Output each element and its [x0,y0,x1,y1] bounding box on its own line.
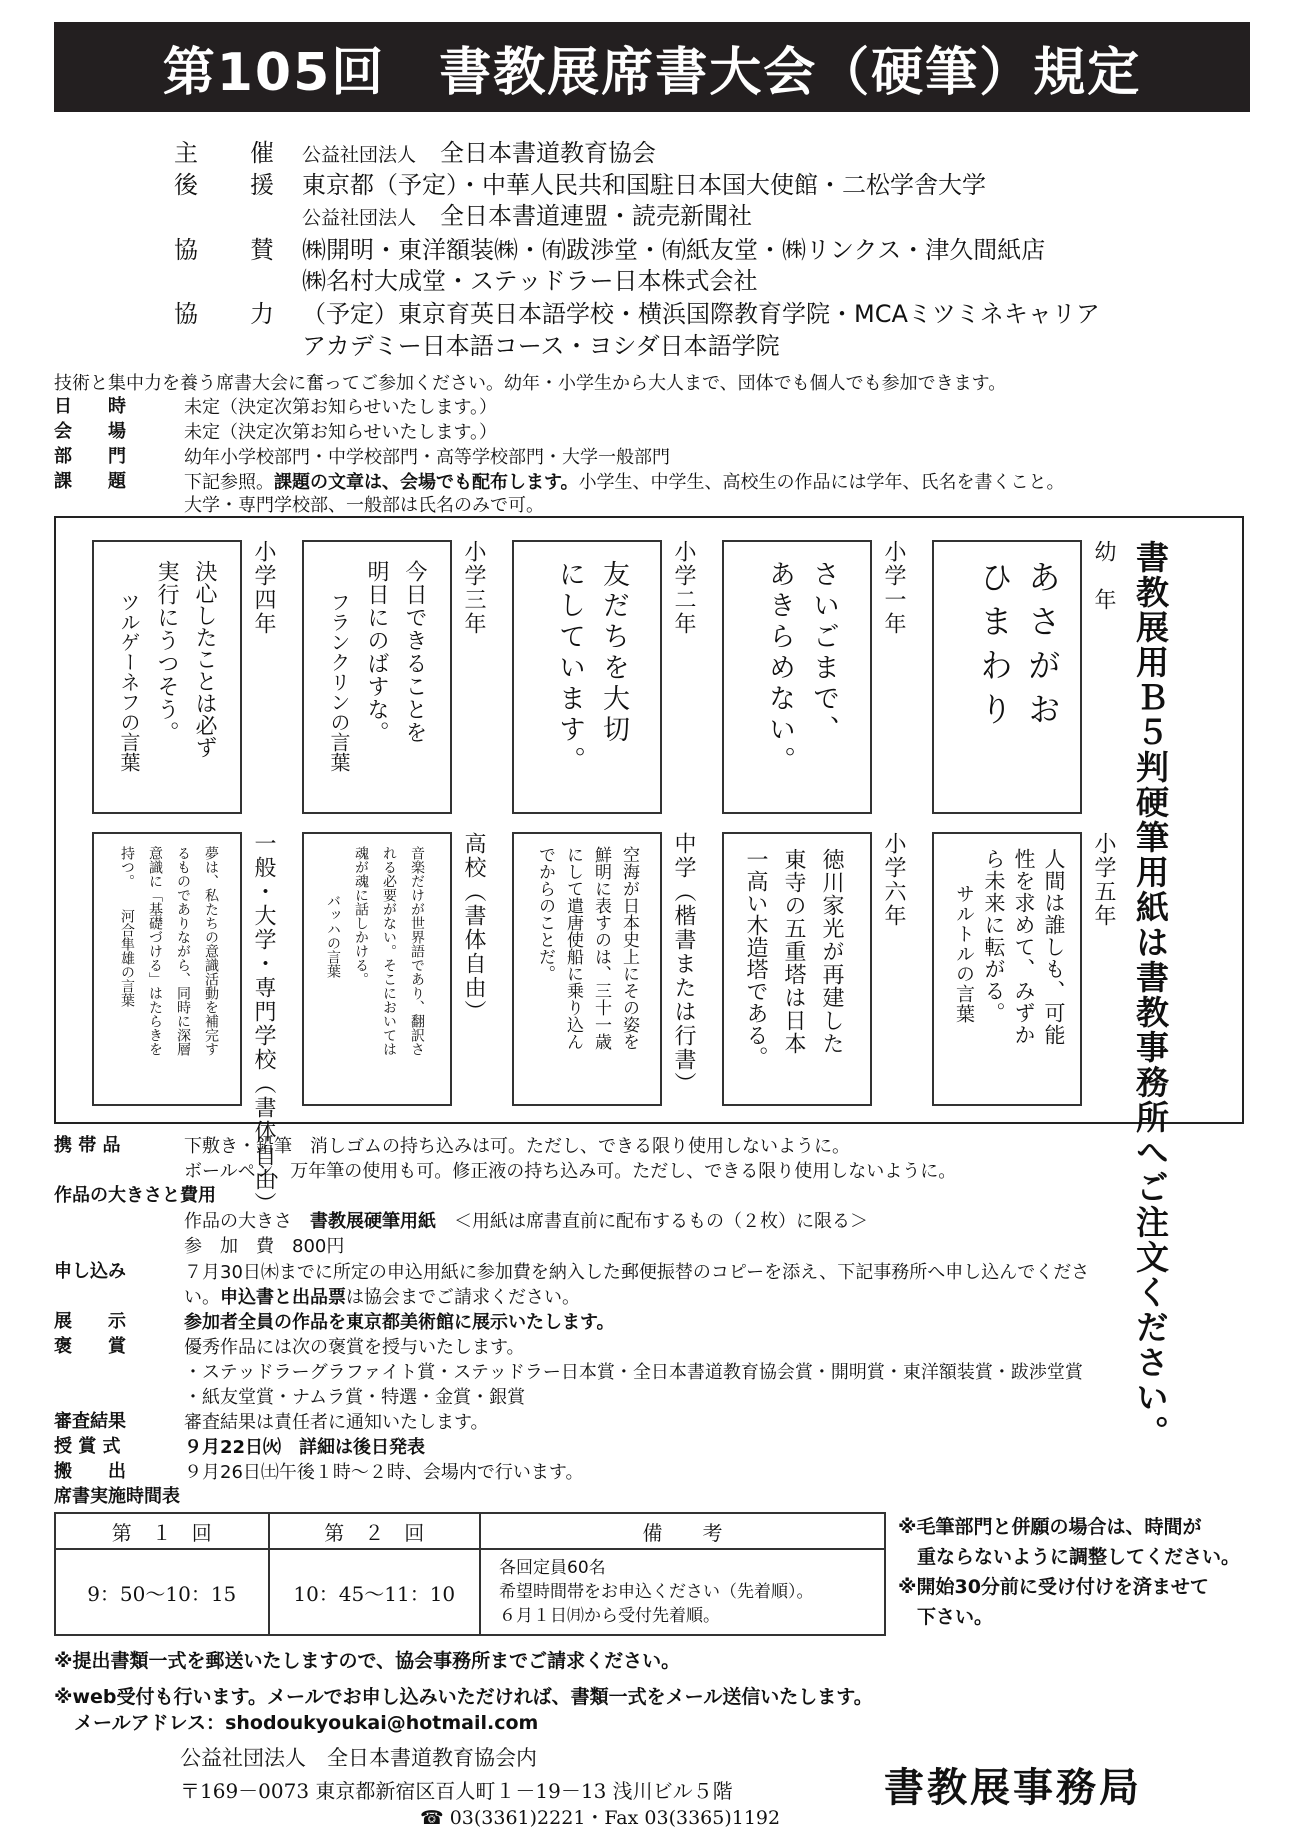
side-note: ※開始30分前に受け付けを済ませて [898,1576,1209,1598]
result-label: 審査結果 [54,1411,126,1432]
sponsor-line-2: ㈱名村大成堂・ステッドラー日本株式会社 [302,267,758,295]
task-line: にして遣唐使船に乗り込ん [563,846,583,1050]
ceremony-value: ９月22日㈫ 詳細は後日発表 [184,1437,426,1458]
task-line: 徳川家光が再建した [819,848,844,1055]
award-line-2: ・ステッドラーグラファイト賞・ステッドラー日本賞・全日本書道教育協会賞・開明賞・東洋額装賞・跋渉堂賞 [184,1362,1083,1383]
result-value: 審査結果は責任者に通知いたします。 [184,1412,489,1433]
support-line-1: 東京都（予定）・中華人民共和国駐日本国大使館・二松学舎大学 [302,171,986,199]
table-cell-remarks: 各回定員60名 希望時間帯をお申込ください（先着順）。 ６月１日㈪から受付先着順。 [480,1549,885,1635]
award-line-3: ・紙友堂賞・ナムラ賞・特選・金賞・銀賞 [184,1387,526,1408]
support-line-2: 公益社団法人 全日本書道連盟・読売新聞社 [302,202,753,230]
intro-text: 技術と集中力を養う席書大会に奮ってご参加ください。幼年・小学生から大人まで、団体でも個人でも参加できます。 [54,373,1007,394]
task-box-general [92,832,242,1106]
task-line: 今日できることを [402,560,427,744]
task-line: 決心したことは必ず [192,560,217,758]
date-value: 未定（決定次第お知らせいたします。） [184,397,498,418]
venue-value: 未定（決定次第お知らせいたします。） [184,422,498,443]
task-line: 空海が日本史上にその姿を [619,846,639,1050]
grade-1: 小学一年 [881,540,906,636]
award-label: 褒 賞 [54,1336,126,1357]
task-author: フランクリンの言葉 [327,592,351,772]
table-cell: 9：50～10：15 [55,1549,269,1635]
task-author: バッハの言葉 [325,894,341,978]
task-line: でからのことだ。 [535,846,555,982]
grade-3: 小学三年 [461,540,486,636]
theme-value-1: 下記参照。課題の文章は、会場でも配布します。小学生、中学生、高校生の作品には学年、氏名を書くこと。 [184,472,1065,493]
carry-line-1: 下敷き・鉛筆 消しゴムの持ち込みは可。ただし、できる限り使用しないように。 [184,1136,850,1157]
sponsor-label: 協 賛 [174,236,288,264]
task-line: 意識に「基礎づける」はたらきを [147,846,163,1056]
fee-line: 参 加 費 800円 [184,1236,345,1257]
theme-value-2: 大学・専門学校部、一般部は氏名のみで可。 [184,495,544,516]
grade-kindergarten: 幼 年 [1091,540,1116,612]
task-box-grade-2 [512,540,662,814]
ceremony-label: 授 賞 式 [54,1436,121,1457]
task-box-kindergarten [932,540,1082,814]
exhibit-label: 展 示 [54,1311,126,1332]
task-box-grade-6 [722,832,872,1106]
table-row [55,1513,885,1549]
task-line: さいごまで、 [808,560,839,746]
table-header: 第 ２ 回 [269,1513,481,1549]
table-cell: 10：45～11：10 [269,1549,481,1635]
grade-6: 小学六年 [881,832,906,928]
contact-phone: ☎ 03(3361)2221・Fax 03(3365)1192 [420,1807,781,1829]
grade-high-school: 高校（書体自由） [461,832,486,1024]
task-line: 一高い木造塔である。 [743,848,768,1068]
coop-label: 協 力 [174,300,288,328]
contact-address: 〒169－0073 東京都新宿区百人町１－19－13 浅川ビル５階 [180,1779,733,1803]
task-line: 人間は誰しも、可能 [1042,848,1066,1046]
paper-order-notice: 書教展用Ｂ５判硬筆用紙は書教事務所へご注文ください。 [1131,540,1170,1450]
task-box-junior-high [512,832,662,1106]
email-link[interactable]: shodoukyoukai@hotmail.com [225,1712,539,1734]
schedule-table [54,1512,886,1636]
task-line: 友だちを大切 [598,560,629,746]
task-line: 実行にうつそう。 [154,560,179,744]
footer-note-2: ※web受付も行います。メールでお申し込みいただければ、書類一式をメール送信いたします。 [54,1686,873,1708]
office-name: 書教展事務局 [884,1764,1142,1811]
footer-note-1: ※提出書類一式を郵送いたしますので、協会事務所までご請求ください。 [54,1650,681,1672]
sponsor-line-1: ㈱開明・東洋額装㈱・㈲跋渉堂・㈲紙友堂・㈱リンクス・津久間紙店 [302,236,1046,264]
dept-value: 幼年小学校部門・中学校部門・高等学校部門・大学一般部門 [184,447,670,468]
carryout-value: ９月26日㈯午後１時～２時、会場内で行います。 [184,1462,584,1483]
grade-general: 一般・大学・専門学校（書体自由） [251,832,276,1216]
task-line: にしています。 [554,560,585,777]
apply-line-2: い。申込書と出品票は協会までご請求ください。 [184,1287,580,1308]
task-line: 明日にのばすな。 [364,560,389,744]
grade-junior-high: 中学（楷書または行書） [671,832,696,1096]
schedule-label: 席書実施時間表 [54,1486,180,1507]
task-author: ツルゲーネフの言葉 [117,592,141,772]
task-line: 東寺の五重塔は日本 [781,848,806,1055]
grade-4: 小学四年 [251,540,276,636]
grade-5: 小学五年 [1091,832,1116,928]
host-value: 公益社団法人 全日本書道教育協会 [302,139,657,167]
task-line: れる必要がない。そこにおいては [381,846,397,1056]
task-line: あきらめない。 [764,560,795,777]
task-line: 持つ。 河合隼雄の言葉 [119,846,135,1007]
task-line: あさがお [1023,560,1062,736]
size-line: 作品の大きさ 書教展硬筆用紙 ＜用紙は席書直前に配布するもの（２枚）に限る＞ [184,1211,868,1232]
side-note: 下さい。 [898,1606,994,1628]
task-line: 性を求めて、みずか [1012,848,1036,1046]
apply-label: 申し込み [54,1261,126,1282]
carry-line-2: ボールペン、万年筆の使用も可。修正液の持ち込み可。ただし、できる限り使用しないように。 [184,1161,957,1182]
task-line: 音楽だけが世界語であり、翻訳さ [409,846,425,1056]
table-row [55,1549,885,1635]
size-label: 作品の大きさと費用 [54,1185,216,1206]
side-note: ※毛筆部門と併願の場合は、時間が [898,1516,1202,1538]
coop-line-2: アカデミー日本語コース・ヨシダ日本語学院 [302,332,780,360]
task-line: るものでありながら、同時に深層 [175,846,191,1056]
table-header: 第 １ 回 [55,1513,269,1549]
task-line: 鮮明に表すのは、三十一歳 [591,846,611,1050]
table-header: 備 考 [480,1513,885,1549]
page-title: 第105回 書教展席書大会（硬筆）規定 [162,42,1142,103]
award-line-1: 優秀作品には次の褒賞を授与いたします。 [184,1337,525,1358]
task-line: 魂が魂に話しかける。 [353,846,369,986]
task-box-grade-5 [932,832,1082,1106]
apply-line-1: ７月30日㈭までに所定の申込用紙に参加費を納入した郵便振替のコピーを添え、下記事務所へ申し込んでくださ [184,1262,1090,1283]
task-box-high-school [302,832,452,1106]
side-note: 重ならないように調整してください。 [898,1546,1241,1568]
coop-line-1: （予定）東京育英日本語学校・横浜国際教育学院・MCAミツミネキャリア [302,300,1100,328]
task-box-grade-1 [722,540,872,814]
exhibit-value: 参加者全員の作品を東京都美術館に展示いたします。 [184,1312,615,1333]
task-box-grade-4 [92,540,242,814]
venue-label: 会 場 [54,421,126,442]
contact-org: 公益社団法人 全日本書道教育協会内 [180,1746,537,1770]
date-label: 日 時 [54,396,126,417]
task-line: ひまわり [975,560,1014,736]
task-box-grade-3 [302,540,452,814]
carry-label: 携 帯 品 [54,1135,121,1156]
task-line: ら未来に転がる。 [982,848,1006,1024]
grade-2: 小学二年 [671,540,696,636]
host-label: 主 催 [174,139,288,167]
task-line: 夢は、私たちの意識活動を補完す [203,846,219,1056]
email-line: メールアドレス：shodoukyoukai@hotmail.com [74,1712,539,1734]
support-label: 後 援 [174,171,288,199]
title-bar [54,22,1250,112]
theme-label: 課 題 [54,471,126,492]
dept-label: 部 門 [54,446,126,467]
carryout-label: 搬 出 [54,1461,126,1482]
task-author: サルトルの言葉 [953,884,975,1024]
